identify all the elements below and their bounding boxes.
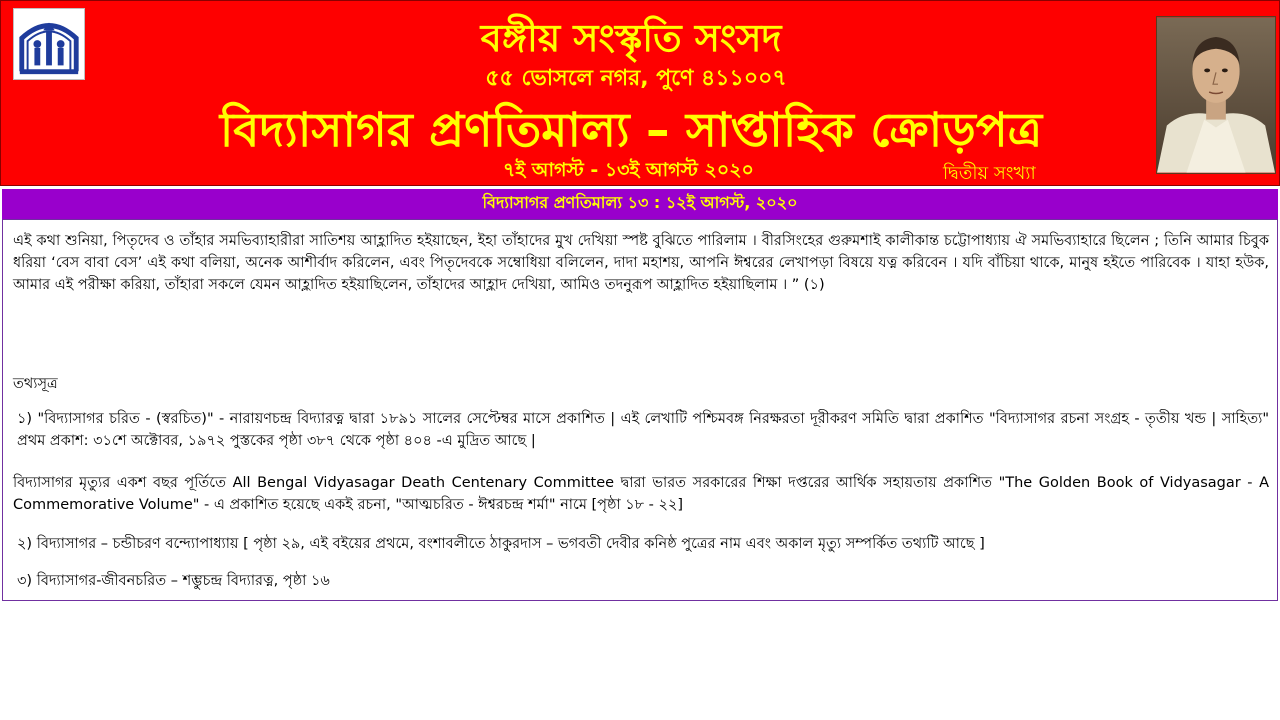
date-range: ৭ই আগস্ট - ১৩ই আগস্ট ২০২০ (503, 159, 754, 181)
org-address: ৫৫ ভোসলে নগর, পুণে ৪১১০০৭ (485, 66, 787, 91)
issue-number: দ্বিতীয় সংখ্যা (943, 163, 1036, 184)
header (0, 0, 1280, 186)
reference-3: ৩) বিদ্যাসাগর-জীবনচরিত – শম্ভুচন্দ্র বিদ্যারত্ন, পৃষ্ঠা ১৬ (17, 573, 330, 589)
vidyasagar-portrait (1156, 16, 1276, 174)
issue-banner: বিদ্যাসাগর প্রণতিমাল্য ১৩ : ১২ই আগস্ট, ২০২০ (2, 189, 1278, 219)
sources-heading: তথ্যসূত্র (13, 376, 58, 392)
reference-1: ১) "বিদ্যাসাগর চরিত - (স্বরচিত)" - নারায়ণচন্দ্র বিদ্যারত্ন দ্বারা ১৮৯১ সালের সেপ্টেম্বর মাসে প্রকাশিত | এই লেখাটি পশ্চিমবঙ্গ নিরক্ষরতা দূরীকরণ সমিতি দ্বারা প্রকাশিত "বিদ্যাসাগর রচনা সংগ্রহ - তৃতীয় খন্ড | সাহিত্য" প্রথম প্রকাশ: ৩১শে অক্টোবর, ১৯৭২ পুস্তকের পৃষ্ঠা ৩৮৭ থেকে পৃষ্ঠা ৪০৪ -এ মুদ্রিত আছে | (17, 411, 1269, 449)
org-name: বঙ্গীয় সংস্কৃতি সংসদ (480, 16, 782, 60)
reference-2: ২) বিদ্যাসাগর – চন্ডীচরণ বন্দ্যোপাধ্যায় [ পৃষ্ঠা ২৯, এই বইয়ের প্রথমে, বংশাবলীতে ঠাকুরদাস – ভগবতী দেবীর কনিষ্ঠ পুত্রের নাম এবং অকাল মৃত্যু সম্পর্কিত তথ্যটি আছে ] (17, 536, 985, 552)
content-box (2, 219, 1278, 601)
centenary-note: বিদ্যাসাগর মৃত্যুর একশ বছর পূর্তিতে All Bengal Vidyasagar Death Centenary Committee দ্বারা ভারত সরকারের শিক্ষা দপ্তরের আর্থিক সহায়তায় প্রকাশিত "The Golden Book of Vidyasagar - A Commemorative Volume" - এ প্রকাশিত হয়েছে একই রচনা, "আত্মচরিত - ঈশ্বরচন্দ্র শর্মা" নামে [পৃষ্ঠা ১৮ - ২২] (13, 475, 1269, 513)
quote-paragraph: এই কথা শুনিয়া, পিতৃদেব ও তাঁহার সমভিব্যাহারীরা সাতিশয় আহ্লাদিত হইয়াছেন, ইহা তাঁহাদের মুখ দেখিয়া স্পষ্ট বুঝিতে পারিলাম । বীরসিংহের গুরুমশাই কালীকান্ত চট্টোপাধ্যায় ঐ সমভিব্যাহারে ছিলেন ; তিনি আমার চিবুক ধরিয়া ‘বেস বাবা বেস’ এই কথা বলিয়া, অনেক আশীর্বাদ করিলেন, এবং পিতৃদেবকে সম্বোধিয়া বলিলেন, দাদা মহাশয়, আপনি ঈশ্বরের লেখাপড়া বিষয়ে যত্ন করিবেন । যদি বাঁচিয়া থাকে, মানুষ হইতে পারিবেক । যাহা হউক, আমার এই পরীক্ষা করিয়া, তাঁহারা সকলে যেমন আহ্লাদিত হইয়াছিলেন, তাঁহাদের আহ্লাদ দেখিয়া, আমিও তদনুরূপ আহ্লাদিত হইয়াছিলাম । ” (১) (13, 233, 1269, 293)
main-title: বিদ্যাসাগর প্রণতিমাল্য – সাপ্তাহিক ক্রোড়পত্র (219, 103, 1043, 158)
